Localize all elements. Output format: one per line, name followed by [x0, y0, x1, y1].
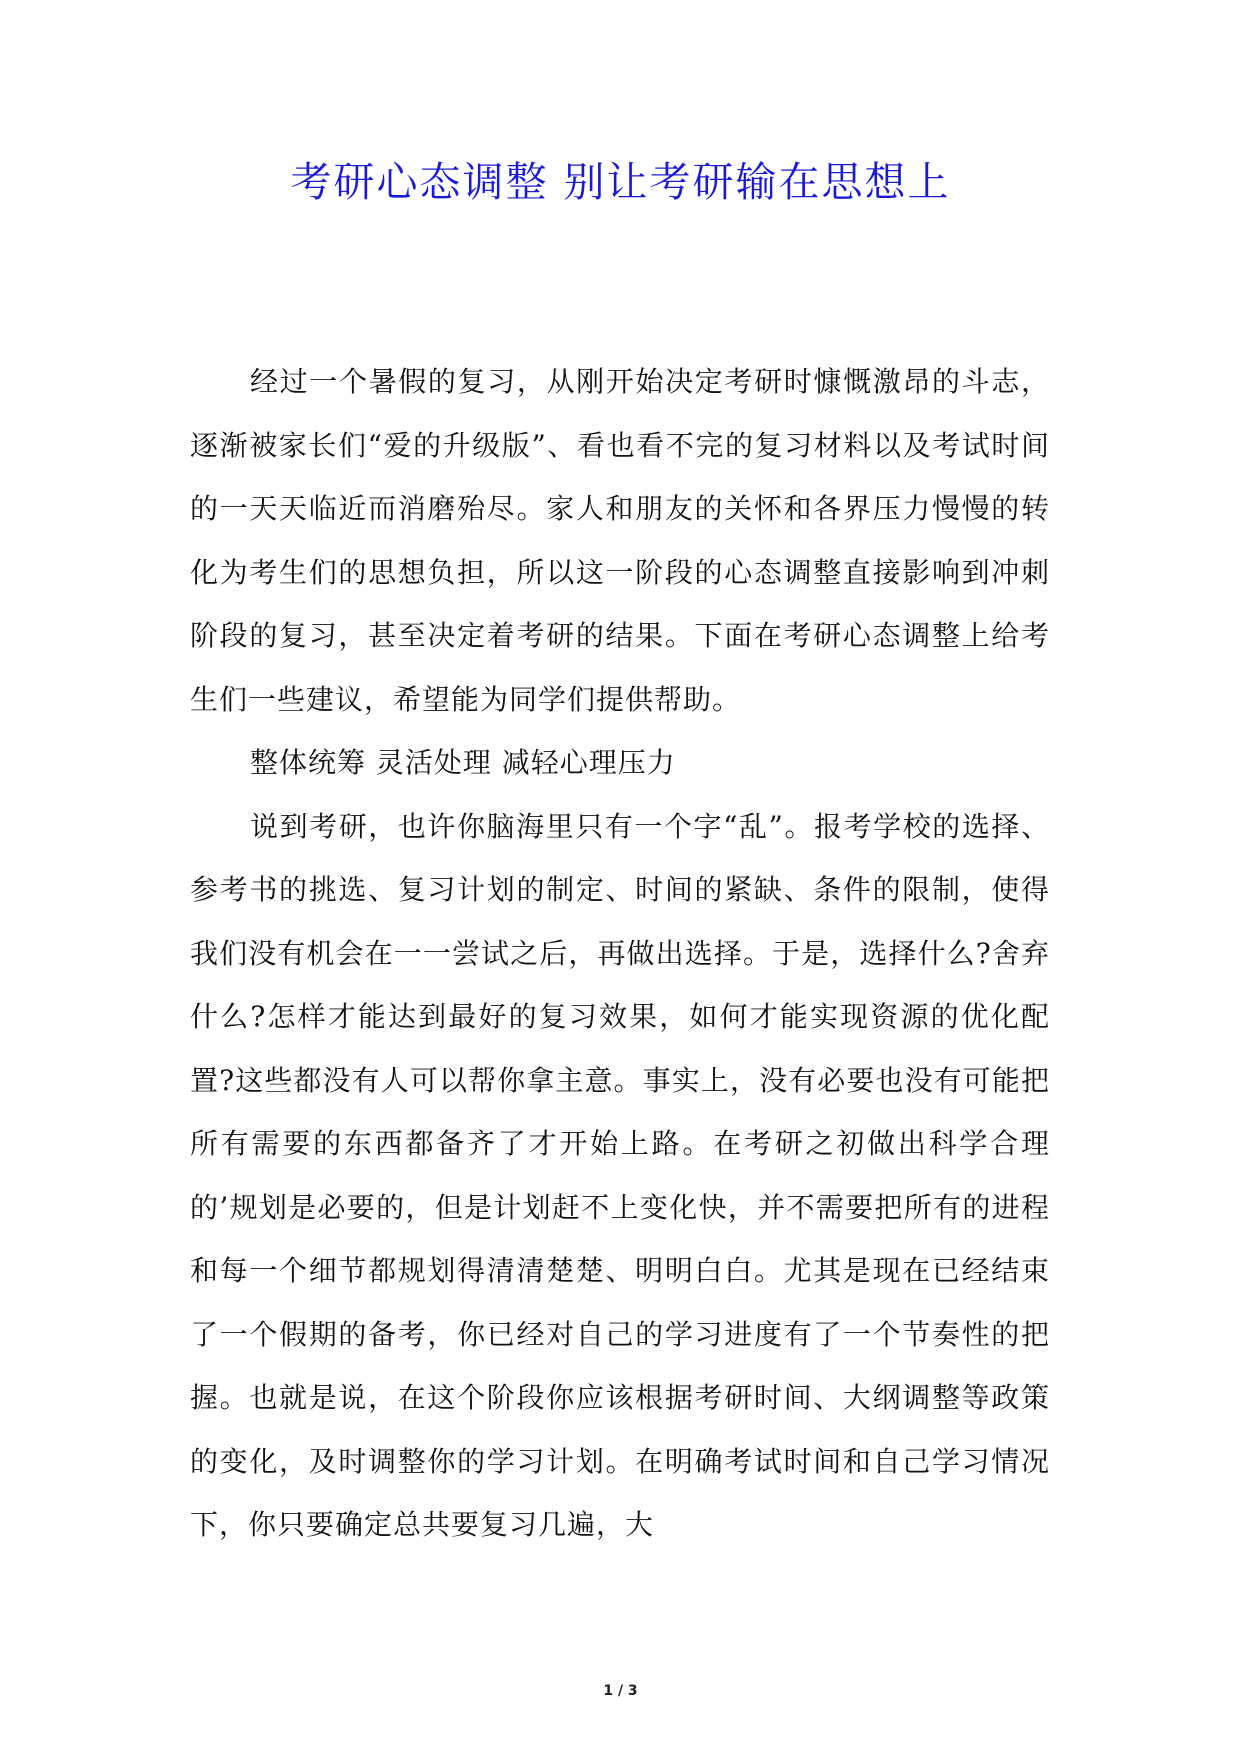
page-number: 1 / 3: [603, 1683, 638, 1699]
paragraph-main: 说到考研，也许你脑海里只有一个字“乱”。报考学校的选择、参考书的挑选、复习计划的制定、时间的紧缺、条件的限制，使得我们没有机会在一一尝试之后，再做出选择。于是，选择什么?舍弃什么?怎样才能达到最好的复习效果，如何才能实现资源的优化配置?这些都没有人可以帮你拿主意。事实上，没有必要也没有可能把所有需要的东西都备齐了才开始上路。在考研之初做出科学合理的’规划是必要的，但是计划赶不上变化快，并不需要把所有的进程和每一个细节都规划得清清楚楚、明明白白。尤其是现在已经结束了一个假期的备考，你已经对自己的学习进度有了一个节奏性的把握。也就是说，在这个阶段你应该根据考研时间、大纲调整等政策的变化，及时调整你的学习计划。在明确考试时间和自己学习情况下，你只要确定总共要复习几遍，大: [190, 809, 1050, 1541]
document-body: [190, 350, 1050, 1557]
document-title: 考研心态调整 别让考研输在思想上: [290, 158, 951, 206]
section-heading: 整体统筹 灵活处理 减轻心理压力: [250, 746, 676, 779]
paragraph-intro: 经过一个暑假的复习，从刚开始决定考研时慷慨激昂的斗志，逐渐被家长们“爱的升级版”、看也看不完的复习材料以及考试时间的一天天临近而消磨殆尽。家人和朋友的关怀和各界压力慢慢的转化为考生们的思想负担，所以这一阶段的心态调整直接影响到冲刺阶段的复习，甚至决定着考研的结果。下面在考研心态调整上给考生们一些建议，希望能为同学们提供帮助。: [190, 365, 1050, 716]
